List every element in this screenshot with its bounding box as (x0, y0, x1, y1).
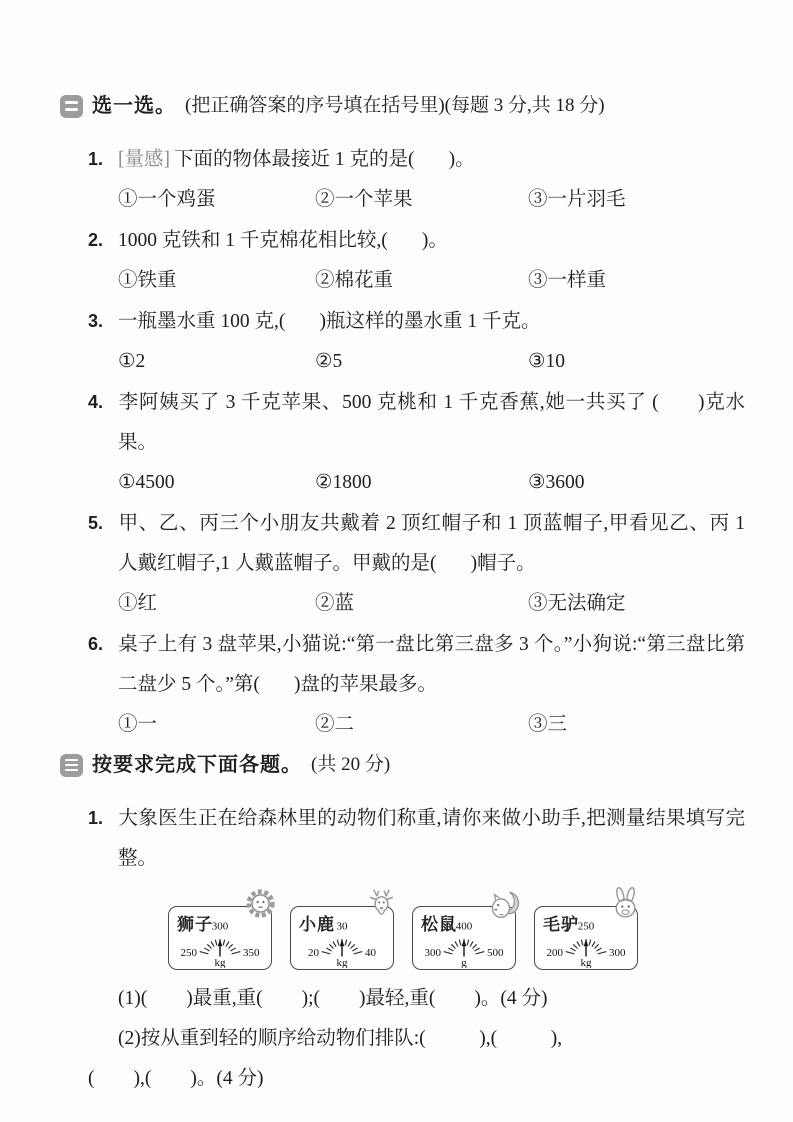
option-1: ①一 (118, 714, 158, 735)
question-text (88, 382, 745, 463)
question-body: 大象医生正在给森林里的动物们称重,请你来做小助手,把测量结果填写完整。 (118, 808, 745, 869)
section-choice (60, 86, 750, 745)
dial-right-value: 350 (243, 947, 260, 959)
option-2: ②5 (315, 351, 343, 372)
dial-top-value: 300 (211, 920, 229, 933)
dial-needle (218, 939, 223, 957)
dial-top-value: 30 (336, 920, 348, 933)
option-1: ①2 (118, 351, 146, 372)
section-two-icon (60, 95, 83, 118)
subquestion-2-line2: ( ),( )。(4 分) (88, 1068, 264, 1089)
section-title: 按要求完成下面各题。 (92, 754, 302, 776)
animal-scales-row (168, 906, 745, 970)
question-1 (60, 139, 745, 220)
options-row (118, 705, 745, 745)
section-tasks (60, 745, 745, 1099)
section-score-note: (把正确答案的序号填在括号里)(每题 3 分,共 18 分) (185, 95, 605, 116)
subquestion-2-line1: (2)按从重到轻的顺序给动物们排队:( ),( ), (118, 1028, 563, 1049)
question-text (88, 624, 745, 705)
option-1: ①一个鸡蛋 (118, 189, 216, 210)
section-tasks-header (60, 745, 745, 785)
question-body: 李阿姨买了 3 千克苹果、500 克桃和 1 千克香蕉,她一共买了 ( )克水果。 (118, 392, 745, 453)
question-text (88, 301, 745, 342)
question-text (88, 220, 745, 261)
option-3: ③三 (528, 714, 568, 735)
option-1: ①红 (118, 593, 158, 614)
dial-right-value: 40 (365, 947, 376, 959)
animal-name: 松鼠 (421, 915, 457, 934)
options-row (118, 342, 745, 382)
dial-unit: g (461, 957, 467, 968)
option-1: ①铁重 (118, 270, 177, 291)
dial-needle (340, 939, 345, 957)
animal-name: 狮子 (177, 915, 213, 934)
section-three-icon (60, 754, 83, 777)
question-body: 1000 克铁和 1 千克棉花相比较,( )。 (118, 230, 448, 251)
dial-top-value: 400 (455, 920, 473, 933)
option-3: ③一样重 (528, 270, 607, 291)
question-number: 1. (88, 149, 104, 169)
question-body: 下面的物体最接近 1 克的是( )。 (174, 149, 475, 170)
scale-card-donkey (534, 906, 638, 970)
option-2: ②棉花重 (315, 270, 394, 291)
question-number: 2. (88, 230, 104, 250)
option-3: ③无法确定 (528, 593, 626, 614)
scale-dial (413, 916, 515, 968)
dial-right-value: 300 (609, 947, 626, 959)
options-row (118, 180, 745, 220)
dial-needle (462, 939, 467, 957)
dial-left-value: 300 (424, 947, 441, 959)
scale-dial (535, 916, 637, 968)
option-2: ②1800 (315, 472, 372, 493)
options-row (118, 463, 745, 503)
question-2 (60, 220, 745, 301)
dial-top-value: 250 (577, 920, 595, 933)
option-3: ③10 (528, 351, 565, 372)
question-number: 4. (88, 392, 104, 412)
section-score-note: (共 20 分) (311, 754, 391, 775)
section-choice-header (60, 86, 745, 126)
question-number: 6. (88, 634, 104, 654)
scale-dial (169, 916, 271, 968)
question-tag: [量感] (118, 149, 170, 170)
question-4 (60, 382, 745, 503)
dial-unit: kg (580, 957, 592, 968)
dial-left-value: 20 (308, 947, 319, 959)
scale-card-squirrel (412, 906, 516, 970)
option-2: ②一个苹果 (315, 189, 413, 210)
question-6 (60, 624, 745, 745)
question-number: 3. (88, 311, 104, 331)
scale-card-deer (290, 906, 394, 970)
option-2: ②蓝 (315, 593, 355, 614)
dial-unit: kg (214, 957, 226, 968)
subquestion-1: (1)( )最重,重( );( )最轻,重( )。(4 分) (118, 988, 548, 1009)
option-3: ③3600 (528, 472, 585, 493)
question-text (88, 798, 745, 879)
task-question-1 (60, 798, 745, 1099)
question-5 (60, 503, 750, 624)
question-number: 1. (88, 808, 104, 828)
section-title: 选一选。 (92, 95, 176, 117)
options-row (118, 584, 745, 624)
dial-unit: kg (336, 957, 348, 968)
dial-left-value: 200 (546, 947, 563, 959)
question-body: 一瓶墨水重 100 克,( )瓶这样的墨水重 1 千克。 (118, 311, 541, 332)
question-text (88, 503, 750, 584)
options-row (118, 261, 745, 301)
dial-left-value: 250 (180, 947, 197, 959)
dial-right-value: 500 (487, 947, 504, 959)
option-3: ③一片羽毛 (528, 189, 626, 210)
question-text (88, 139, 745, 180)
scale-dial (291, 916, 393, 968)
question-3 (60, 301, 745, 382)
animal-name: 小鹿 (299, 915, 335, 934)
question-body: 桌子上有 3 盘苹果,小猫说:“第一盘比第三盘多 3 个。”小狗说:“第三盘比第二盘少 5 个。”第( )盘的苹果最多。 (118, 634, 745, 695)
option-1: ①4500 (118, 472, 175, 493)
scale-card-lion (168, 906, 272, 970)
question-number: 5. (88, 513, 104, 533)
question-body: 甲、乙、丙三个小朋友共戴着 2 顶红帽子和 1 顶蓝帽子,甲看见乙、丙 1 人戴红帽子,1 人戴蓝帽子。甲戴的是( )帽子。 (118, 513, 750, 574)
option-2: ②二 (315, 714, 355, 735)
animal-name: 毛驴 (543, 915, 579, 934)
dial-needle (584, 939, 589, 957)
